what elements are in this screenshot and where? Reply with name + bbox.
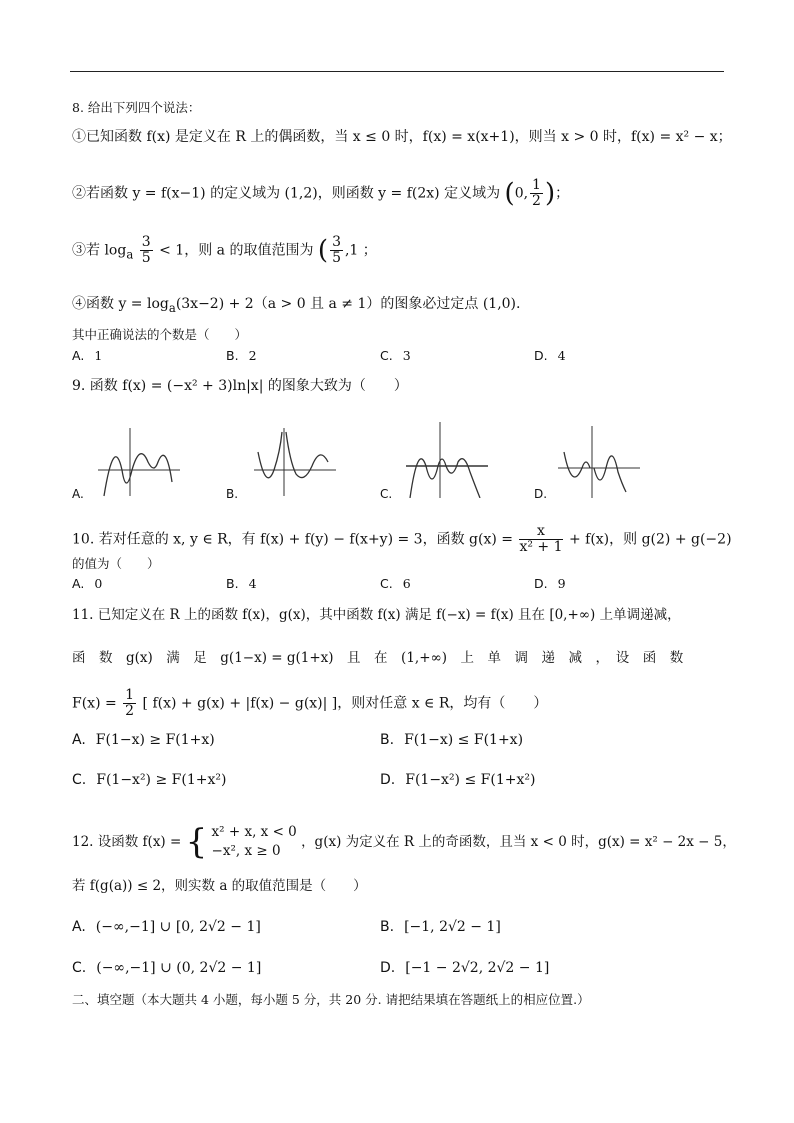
q9-graph-b[interactable] bbox=[252, 422, 338, 498]
q9-label-c: C. bbox=[380, 487, 393, 501]
header-rule bbox=[70, 71, 724, 72]
q12-option-c[interactable]: C. (−∞,−1] ∪ (0, 2√2 − 1] bbox=[72, 960, 262, 976]
q8-option-d[interactable]: D. 4 bbox=[534, 348, 566, 363]
q12-case-1: x² + x, x < 0 bbox=[211, 824, 297, 840]
q8-s3-text: < 1，则 a 的取值范围为 bbox=[159, 242, 314, 259]
q10-option-b[interactable]: B. 4 bbox=[226, 576, 257, 591]
q10-stem-c: 的值为（ ） bbox=[72, 556, 160, 571]
q12-line-1 bbox=[72, 822, 736, 862]
q12-option-b[interactable]: B. [−1, 2√2 − 1] bbox=[380, 919, 501, 935]
q9-graph-c[interactable] bbox=[404, 422, 490, 498]
q9-label-b: B. bbox=[226, 487, 239, 501]
q10-fraction: $\frac{x}{\text{x² + 1}}$ bbox=[519, 523, 563, 555]
q8-ask: 其中正确说法的个数是（ ） bbox=[72, 327, 248, 342]
q8-stem: 8. 给出下列四个说法： bbox=[72, 100, 201, 115]
q9-label-a: A. bbox=[72, 487, 84, 501]
q8-s2-fraction: $\frac{1}{2}$ bbox=[532, 177, 541, 209]
q10-stem-b: + f(x)，则 g(2) + g(−2) bbox=[568, 531, 732, 548]
q12-f-def: 12. 设函数 f(x) = bbox=[72, 834, 182, 850]
q9-stem: 9. 函数 f(x) = (−x² + 3)ln|x| 的图象大致为（ ） bbox=[72, 378, 408, 394]
q12-g-def: ，g(x) 为定义在 R 上的奇函数，且当 x < 0 时，g(x) = x² − 2x − 5， bbox=[301, 834, 736, 850]
q10-stem bbox=[72, 524, 732, 555]
q12-option-a[interactable]: A. (−∞,−1] ∪ [0, 2√2 − 1] bbox=[72, 919, 261, 935]
q12-cases bbox=[212, 823, 297, 861]
q11-fraction: $\frac{1}{2}$ bbox=[125, 687, 135, 719]
q8-statement-1: ①已知函数 f(x) 是定义在 R 上的偶函数，当 x ≤ 0 时，f(x) = x(x+1)，则当 x > 0 时，f(x) = x² − x； bbox=[72, 129, 732, 145]
q11-F-def: F(x) = bbox=[72, 695, 117, 712]
q11-F-body: [ f(x) + g(x) + |f(x) − g(x)| ]，则对任意 x ∈ R，均有（ ） bbox=[142, 695, 548, 712]
q12-line-2: 若 f(g(a)) ≤ 2，则实数 a 的取值范围是（ ） bbox=[72, 878, 367, 894]
section-2-heading: 二、填空题（本大题共 4 小题，每小题 5 分，共 20 分. 请把结果填在答题纸上的相应位置.） bbox=[72, 992, 590, 1007]
q8-option-a[interactable]: A. 1 bbox=[72, 348, 103, 363]
q10-option-a[interactable]: A. 0 bbox=[72, 576, 103, 591]
q8-s2-text: ②若函数 y = f(x−1) 的定义域为 (1,2)，则函数 y = f(2x) 定义域为 bbox=[72, 185, 501, 202]
q8-statement-3: ③若 $\log_a$ $\frac{3}{5}$ < 1，则 a 的取值范围为 ( $\frac{3}{5}$ ,1 ； bbox=[72, 234, 377, 266]
q12-case-2: −x², x ≥ 0 bbox=[211, 843, 281, 859]
q8-option-c[interactable]: C. 3 bbox=[380, 348, 411, 363]
q9-graph-a[interactable] bbox=[96, 422, 182, 498]
q8-s3-fraction: $\frac{3}{5}$ bbox=[141, 234, 151, 266]
q8-s4-text: (3x−2) + 2（a > 0 且 a ≠ 1）的图象必过定点 (1,0). bbox=[175, 296, 521, 312]
q8-s3-end: ,1 ； bbox=[344, 242, 377, 259]
q8-statement-4 bbox=[72, 294, 520, 318]
q11-line-3 bbox=[72, 688, 547, 719]
q9-label-d: D. bbox=[534, 487, 548, 501]
q10-stem-a: 10. 若对任意的 x, y ∈ R，有 f(x) + f(y) − f(x+y) = 3，函数 g(x) = bbox=[72, 531, 513, 548]
q8-option-b[interactable]: B. 2 bbox=[226, 348, 257, 363]
q11-option-a[interactable]: A. F(1−x) ≥ F(1+x) bbox=[72, 732, 215, 748]
q11-option-c[interactable]: C. F(1−x²) ≥ F(1+x²) bbox=[72, 772, 227, 788]
q12-brace: { bbox=[185, 822, 208, 862]
q10-option-d[interactable]: D. 9 bbox=[534, 576, 566, 591]
q8-s4-base: a bbox=[168, 300, 176, 315]
q8-s3-base: a bbox=[126, 247, 134, 262]
q8-s2-end: ； bbox=[555, 185, 570, 202]
q11-line-1: 11. 已知定义在 R 上的函数 f(x)，g(x)，其中函数 f(x) 满足 f(−x) = f(x) 且在 [0,+∞) 上单调递减， bbox=[72, 607, 681, 623]
q12-option-d[interactable]: D. [−1 − 2√2, 2√2 − 1] bbox=[380, 960, 550, 976]
q10-option-c[interactable]: C. 6 bbox=[380, 576, 411, 591]
q11-line-2: 函 数 g(x) 满 足 g(1−x) = g(1+x) 且 在 (1,+∞) 上 单 调 递 减 ， 设 函 数 bbox=[72, 650, 684, 666]
q8-s2-interval: 0, bbox=[514, 185, 529, 202]
q11-option-b[interactable]: B. F(1−x) ≤ F(1+x) bbox=[380, 732, 524, 748]
q8-s3-fraction2: $\frac{3}{5}$ bbox=[332, 234, 341, 266]
q8-statement-2: ②若函数 y = f(x−1) 的定义域为 (1,2)，则函数 y = f(2x) 定义域为 (0, $\frac{1}{2}$ )； bbox=[72, 177, 570, 209]
q9-graph-d[interactable] bbox=[556, 422, 642, 498]
q8-s4-log: ④函数 y = log bbox=[72, 296, 169, 312]
q11-option-d[interactable]: D. F(1−x²) ≤ F(1+x²) bbox=[380, 772, 536, 788]
q8-s3-log: ③若 log bbox=[72, 242, 127, 259]
